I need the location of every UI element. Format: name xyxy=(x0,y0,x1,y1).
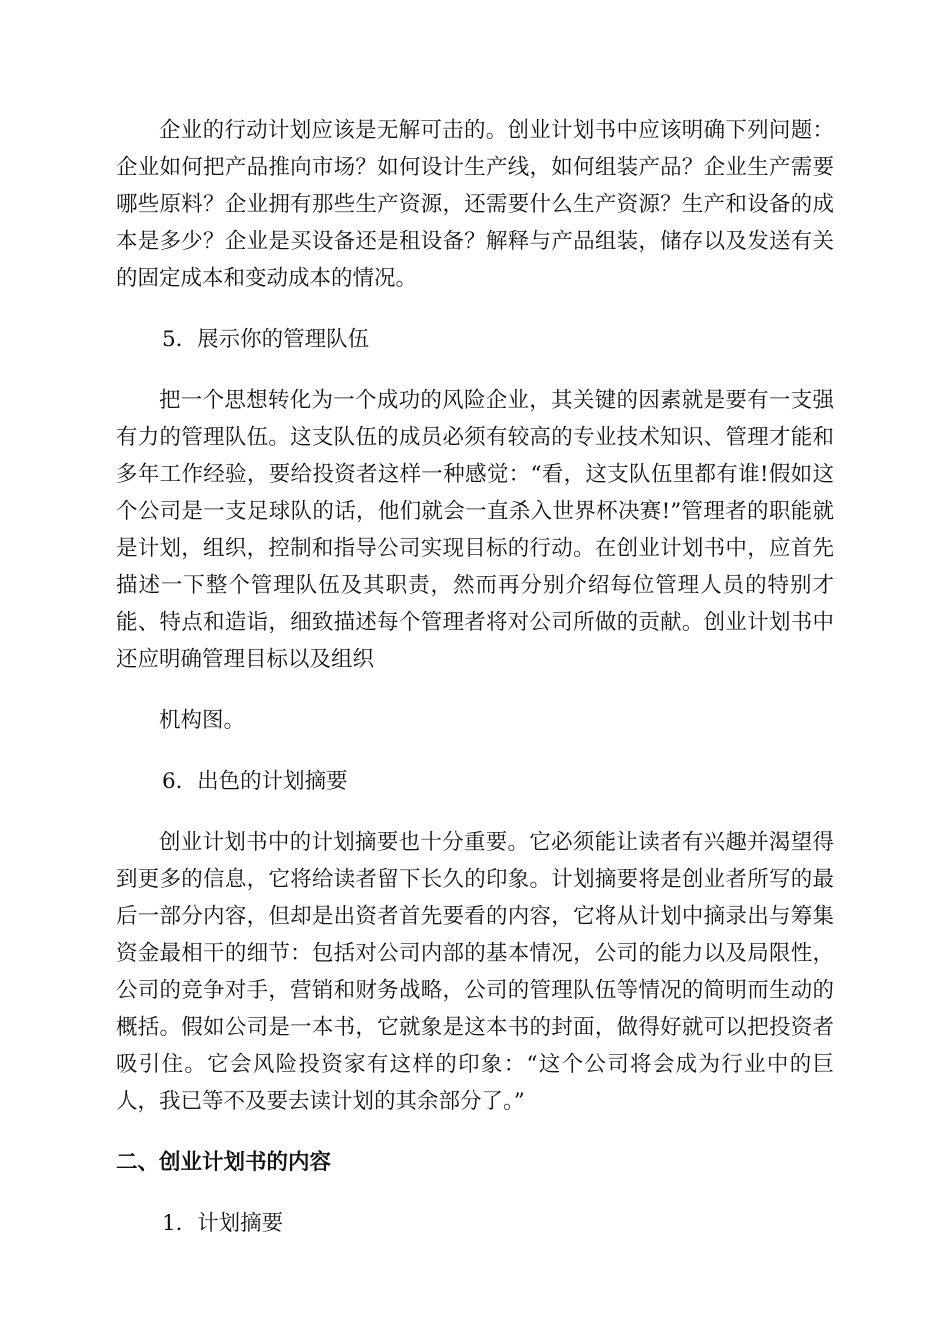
paragraph-management-team: 把一个思想转化为一个成功的风险企业，其关键的因素就是要有一支强有力的管理队伍。这支队伍的成员必须有较高的专业技术知识、管理才能和多年工作经验，要给投资者这样一种感觉：“看，这支队伍里都有谁!假如这个公司是一支足球队的话，他们就会一直杀入世界杯决赛!”管理者的职能就是计划，组织，控制和指导公司实现目标的行动。在创业计划书中，应首先描述一下整个管理队伍及其职责，然而再分别介绍每位管理人员的特别才能、特点和造诣，细致描述每个管理者将对公司所做的贡献。创业计划书中还应明确管理目标以及组织 xyxy=(116,388,834,672)
section-title-plan-content: 二、创业计划书的内容 xyxy=(116,1150,332,1175)
heading-plan-summary: 6．出色的计划摘要 xyxy=(162,769,348,794)
document-page xyxy=(116,112,834,1266)
paragraph-action-plan: 企业的行动计划应该是无解可击的。创业计划书中应该明确下列问题：企业如何把产品推向市场？如何设计生产线，如何组装产品？企业生产需要哪些原料？企业拥有那些生产资源，还需要什么生产资源？生产和设备的成本是多少？企业是买设备还是租设备？解释与产品组装，储存以及发送有关的固定成本和变动成本的情况。 xyxy=(116,118,834,291)
paragraph-plan-summary: 创业计划书中的计划摘要也十分重要。它必须能让读者有兴趣并渴望得到更多的信息，它将给读者留下长久的印象。计划摘要将是创业者所写的最后一部分内容，但却是出资者首先要看的内容，它将从计划中摘录出与筹集资金最相干的细节：包括对公司内部的基本情况，公司的能力以及局限性，公司的竞争对手，营销和财务战略，公司的管理队伍等情况的简明而生动的概括。假如公司是一本书，它就象是这本书的封面，做得好就可以把投资者吸引住。它会风险投资家有这样的印象：“这个公司将会成为行业中的巨人，我已等不及要去读计划的其余部分了。” xyxy=(116,830,834,1114)
paragraph-org-chart: 机构图。 xyxy=(159,708,246,733)
heading-summary: 1．计划摘要 xyxy=(162,1211,284,1236)
heading-management-team: 5．展示你的管理队伍 xyxy=(162,327,370,352)
